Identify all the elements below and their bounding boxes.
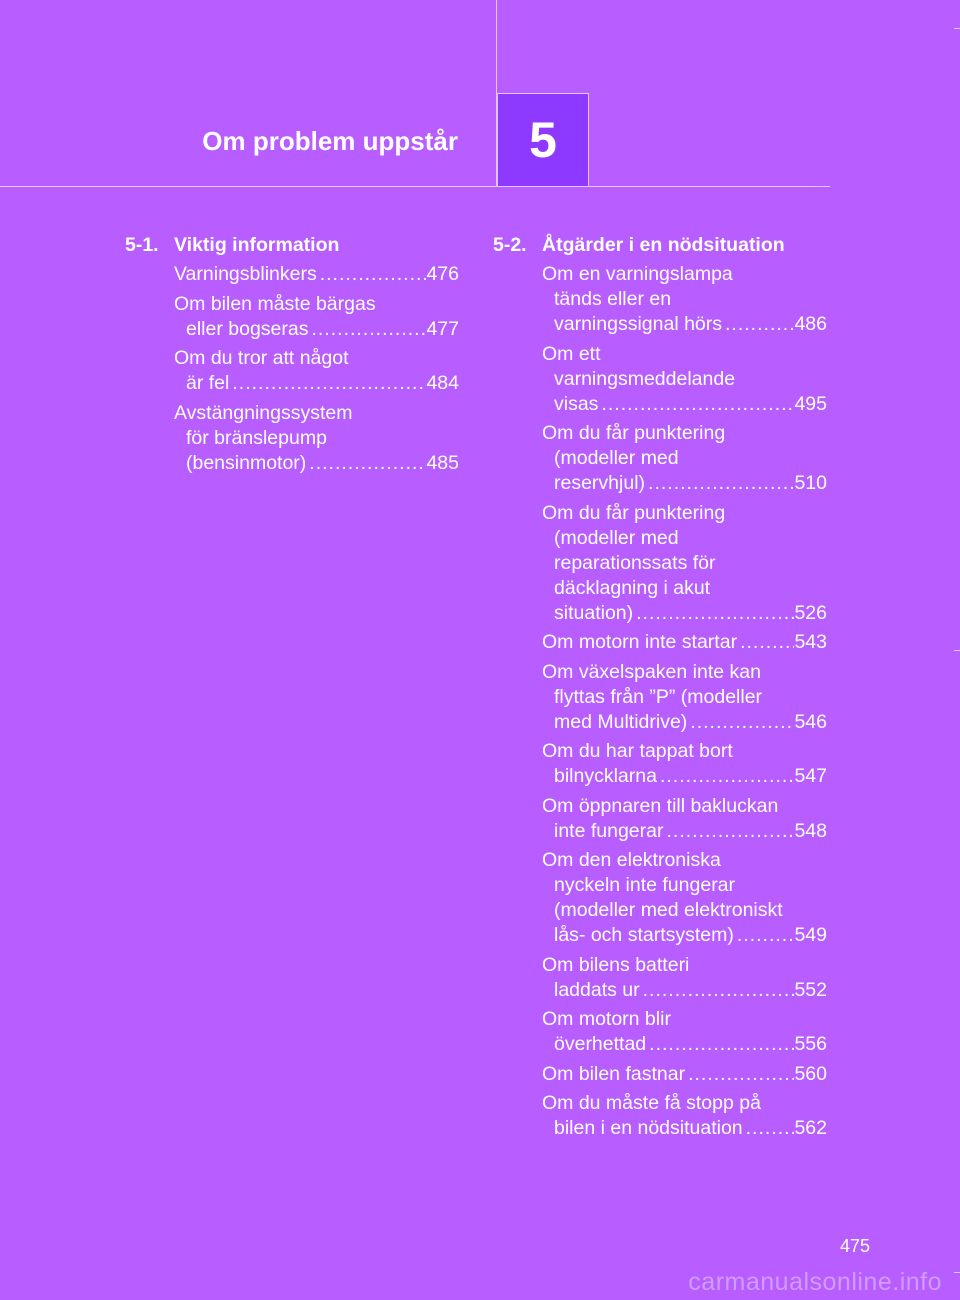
toc-entry-line xyxy=(542,262,827,287)
toc-entry[interactable] xyxy=(542,848,827,948)
toc-page-number: 547 xyxy=(794,765,827,787)
toc-entry-text: Om du får punktering xyxy=(542,422,726,444)
toc-entry-text: med Multidrive) xyxy=(554,710,688,733)
toc-entry-line xyxy=(542,739,827,764)
dot-leader xyxy=(685,1062,794,1087)
chapter-number-box xyxy=(497,93,589,186)
toc-page-number: 552 xyxy=(794,978,827,1001)
toc-entry-text: (modeller med elektroniskt xyxy=(554,899,783,921)
section-heading xyxy=(125,232,459,258)
toc-entry-text: varningssignal hörs xyxy=(554,313,723,335)
toc-entry-text: (modeller med xyxy=(554,447,679,469)
page-number: 475 xyxy=(840,1236,871,1256)
toc-page-number: 495 xyxy=(794,392,827,415)
toc-entry-text: däcklagning i akut xyxy=(554,576,711,599)
dot-leader xyxy=(657,764,794,789)
toc-page-number: 548 xyxy=(794,819,827,842)
toc-entry-line xyxy=(542,630,827,655)
toc-entry[interactable] xyxy=(542,739,827,789)
toc-entry-line xyxy=(542,764,827,789)
toc-entry-line xyxy=(542,421,827,446)
dot-leader xyxy=(306,451,426,476)
dot-leader xyxy=(737,630,794,655)
toc-entry[interactable] xyxy=(174,292,459,342)
toc-entry-line xyxy=(542,576,827,601)
toc-entry-line xyxy=(542,819,827,844)
toc-entry[interactable] xyxy=(542,630,827,655)
toc-entry-line xyxy=(542,501,827,526)
toc-entry-text: överhettad xyxy=(554,1033,647,1055)
toc-page-number: 484 xyxy=(426,372,459,394)
dot-leader xyxy=(633,601,794,626)
toc-entry-line xyxy=(542,898,827,923)
toc-entry-text: inte fungerar xyxy=(554,819,664,842)
toc-entry-text: Om en varningslampa xyxy=(542,263,733,285)
dot-leader xyxy=(308,317,426,342)
toc-entry-text: Avstängningssystem xyxy=(174,401,353,424)
toc-entry-line xyxy=(542,710,827,735)
section-number: 5-1. xyxy=(125,234,159,256)
toc-entry-line xyxy=(542,685,827,710)
dot-leader xyxy=(687,710,794,735)
toc-entry-line xyxy=(174,371,459,396)
margin-tick xyxy=(954,1272,960,1273)
section-heading xyxy=(493,232,827,258)
toc-entry-text: situation) xyxy=(554,601,634,624)
toc-entry[interactable] xyxy=(542,1062,827,1087)
toc-entry-line xyxy=(542,312,827,337)
toc-page-number: 485 xyxy=(426,451,459,474)
toc-entry[interactable] xyxy=(542,660,827,735)
toc-entry[interactable] xyxy=(542,262,827,337)
toc-entry-text: Om du tror att något xyxy=(174,347,349,369)
toc-entry-line xyxy=(174,262,459,287)
toc-entry-line xyxy=(174,401,459,426)
toc-entry-line xyxy=(542,601,827,626)
toc-entry-line xyxy=(174,426,459,451)
toc-entry-text: Om du måste få stopp på xyxy=(542,1092,761,1114)
toc-entry-line xyxy=(542,526,827,551)
toc-entry-text: varningsmeddelande xyxy=(554,367,736,390)
toc-entry-text: (bensinmotor) xyxy=(186,451,307,474)
toc-entry-line xyxy=(542,923,827,948)
toc-entry-text: visas xyxy=(554,392,599,415)
toc-entry-line xyxy=(542,287,827,312)
toc-entry-line xyxy=(542,848,827,873)
toc-entry-text: Om du har tappat bort xyxy=(542,740,733,762)
toc-entries xyxy=(542,262,827,1141)
dot-leader xyxy=(664,819,795,844)
dot-leader xyxy=(229,371,426,396)
toc-entry-line xyxy=(542,1062,827,1087)
toc-entry-line xyxy=(542,978,827,1003)
toc-page-number: 543 xyxy=(794,631,827,653)
toc-entry-text: Om den elektroniska xyxy=(542,849,721,871)
toc-page-number: 562 xyxy=(794,1117,827,1139)
toc-entry-text: flyttas från ”P” (modeller xyxy=(554,685,763,708)
toc-entries xyxy=(174,262,459,476)
toc-entry-text: Om bilens batteri xyxy=(542,953,690,976)
section-title: Viktig information xyxy=(174,234,340,256)
toc-entry-line xyxy=(542,1116,827,1141)
toc-section-5-2 xyxy=(493,232,827,1146)
toc-entry-text: Om bilen måste bärgas xyxy=(174,292,376,315)
toc-entry-text: Om du får punktering xyxy=(542,501,726,524)
toc-page-number: 549 xyxy=(794,924,827,946)
toc-section-5-1 xyxy=(125,232,459,480)
margin-tick xyxy=(954,650,960,651)
toc-entry-line xyxy=(542,551,827,576)
toc-entry[interactable] xyxy=(542,794,827,844)
toc-entry-line xyxy=(542,1032,827,1057)
toc-entry-text: bilen i en nödsituation xyxy=(554,1117,743,1139)
toc-entry-text: Om motorn inte startar xyxy=(542,631,738,653)
header-horizontal-rule xyxy=(0,186,830,187)
toc-entry[interactable] xyxy=(542,342,827,417)
toc-entry[interactable] xyxy=(542,501,827,626)
toc-entry-text: Om växelspaken inte kan xyxy=(542,660,761,683)
toc-entry-line xyxy=(542,471,827,496)
toc-entry-text: Om motorn blir xyxy=(542,1008,671,1030)
toc-entry[interactable] xyxy=(542,1091,827,1141)
toc-page-number: 560 xyxy=(794,1062,827,1085)
dot-leader xyxy=(734,923,795,948)
toc-page-number: 477 xyxy=(426,317,459,340)
dot-leader xyxy=(598,392,794,417)
toc-entry-text: laddats ur xyxy=(554,978,640,1001)
toc-page-number: 526 xyxy=(794,601,827,624)
toc-entry-text: Om ett xyxy=(542,342,601,365)
chapter-number: 5 xyxy=(529,112,557,168)
toc-entry-text: (modeller med xyxy=(554,526,679,549)
toc-entry-text: är fel xyxy=(186,372,230,394)
dot-leader xyxy=(640,978,795,1003)
toc-entry-text: lås- och startsystem) xyxy=(554,924,734,946)
toc-page-number: 476 xyxy=(426,263,459,285)
toc-entry-line xyxy=(542,794,827,819)
toc-entry-text: Om bilen fastnar xyxy=(542,1062,686,1085)
margin-tick xyxy=(954,28,960,29)
toc-entry-text: reservhjul) xyxy=(554,472,646,494)
toc-entry-line xyxy=(542,1007,827,1032)
toc-entry[interactable] xyxy=(542,953,827,1003)
dot-leader xyxy=(645,471,794,496)
toc-entry[interactable] xyxy=(174,346,459,396)
toc-entry-text: bilnycklarna xyxy=(554,765,657,787)
toc-entry-text: Om öppnaren till bakluckan xyxy=(542,794,779,817)
dot-leader xyxy=(317,262,427,287)
toc-entry-line xyxy=(174,451,459,476)
toc-entry-line xyxy=(542,367,827,392)
toc-page-number: 486 xyxy=(794,313,827,335)
toc-entry-text: eller bogseras xyxy=(186,317,309,340)
toc-entry-text: tänds eller en xyxy=(554,288,672,310)
toc-entry-line xyxy=(174,317,459,342)
toc-entry-line xyxy=(542,342,827,367)
toc-page-number: 546 xyxy=(794,710,827,733)
toc-entry-line xyxy=(542,953,827,978)
toc-entry-text: reparationssats för xyxy=(554,551,716,574)
toc-entry-line xyxy=(542,660,827,685)
toc-entry-line xyxy=(542,1091,827,1116)
toc-entry[interactable] xyxy=(174,262,459,287)
dot-leader xyxy=(722,312,794,337)
dot-leader xyxy=(646,1032,794,1057)
toc-page-number: 510 xyxy=(794,472,827,494)
toc-entry[interactable] xyxy=(542,1007,827,1057)
chapter-title: Om problem uppstår xyxy=(202,126,458,156)
toc-entry-text: Varningsblinkers xyxy=(174,263,317,285)
watermark: carmanualsonline.info xyxy=(688,1268,942,1296)
toc-entry[interactable] xyxy=(174,401,459,476)
toc-entry-text: nyckeln inte fungerar xyxy=(554,874,736,896)
toc-entry-line xyxy=(174,346,459,371)
toc-entry-line xyxy=(174,292,459,317)
toc-page-number: 556 xyxy=(794,1033,827,1055)
toc-entry-line xyxy=(542,446,827,471)
toc-entry-line xyxy=(542,392,827,417)
section-title: Åtgärder i en nödsituation xyxy=(542,234,785,256)
dot-leader xyxy=(743,1116,795,1141)
section-number: 5-2. xyxy=(493,234,527,256)
toc-entry[interactable] xyxy=(542,421,827,496)
toc-entry-text: för bränslepump xyxy=(186,426,327,449)
toc-entry-line xyxy=(542,873,827,898)
